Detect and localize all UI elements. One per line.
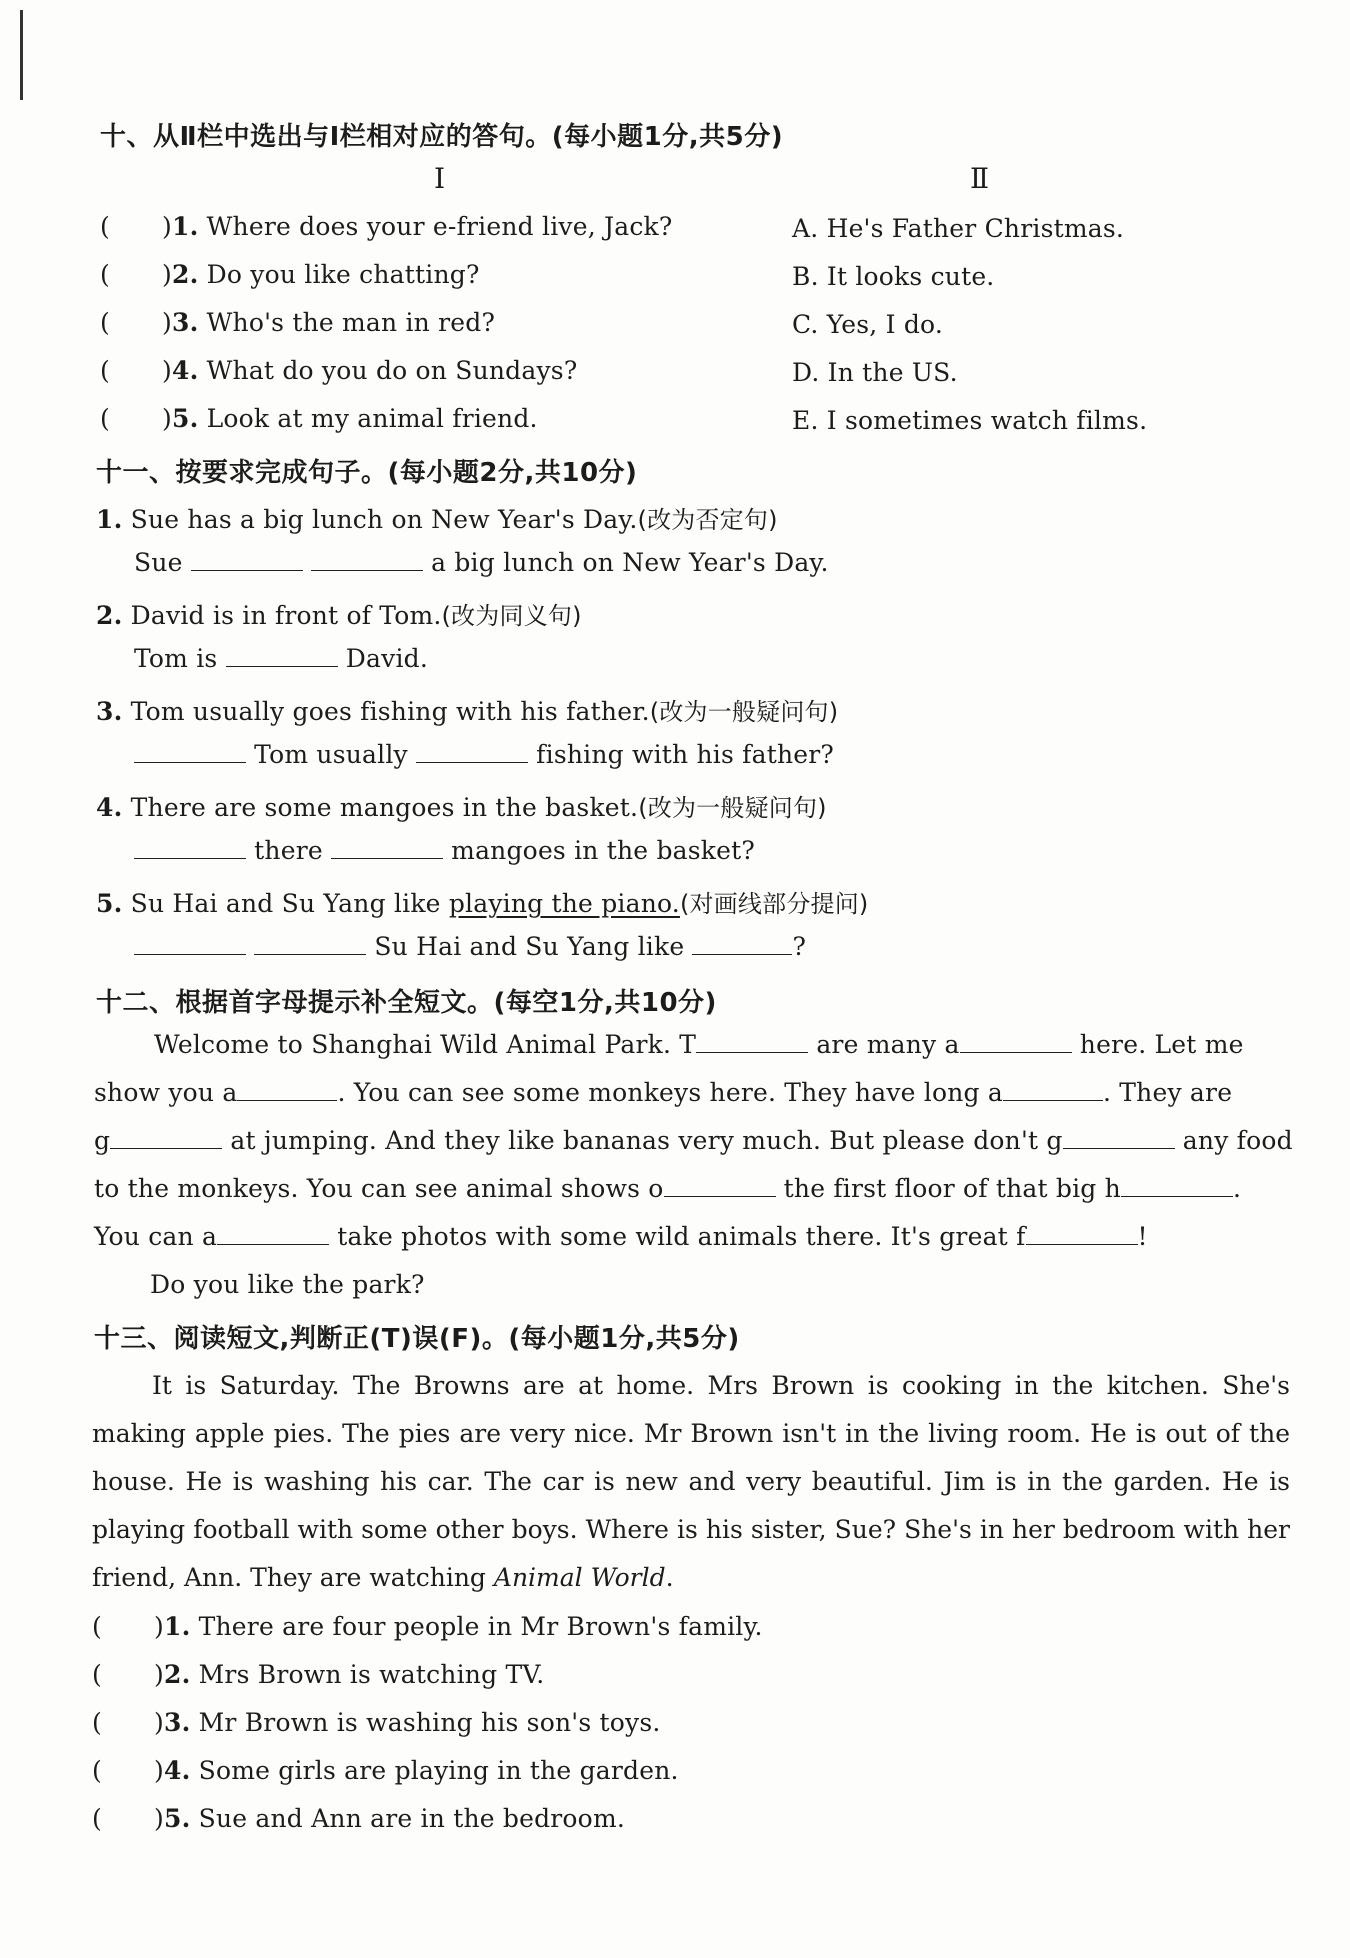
answer-paren-open[interactable]: ( bbox=[100, 356, 110, 385]
answer-paren-open[interactable]: ( bbox=[100, 260, 110, 289]
matching-question-4: ( )4. What do you do on Sundays? bbox=[100, 356, 578, 385]
section-10-title: 十、从Ⅱ栏中选出与Ⅰ栏相对应的答句。(每小题1分,共5分) bbox=[100, 122, 784, 152]
judge-question-5: ( )5. Sue and Ann are in the bedroom. bbox=[92, 1804, 625, 1833]
answer-paren-open[interactable]: ( bbox=[92, 1708, 102, 1737]
matching-answer-d: D. In the US. bbox=[792, 358, 958, 387]
sentence-task-1: 1. Sue has a big lunch on New Year's Day.(改为否定句) bbox=[96, 505, 778, 534]
cloze-blank[interactable] bbox=[1026, 1222, 1138, 1245]
cloze-blank[interactable] bbox=[1063, 1126, 1175, 1149]
sentence-answer-3: Tom usually fishing with his father? bbox=[134, 740, 834, 769]
matching-answer-c: C. Yes, I do. bbox=[792, 310, 943, 339]
matching-question-3: ( )3. Who's the man in red? bbox=[100, 308, 496, 337]
cloze-line-1: Welcome to Shanghai Wild Animal Park. T are many a here. Let me bbox=[154, 1030, 1244, 1059]
cloze-blank[interactable] bbox=[960, 1030, 1072, 1053]
judge-question-2: ( )2. Mrs Brown is watching TV. bbox=[92, 1660, 545, 1689]
section-11-title: 十一、按要求完成句子。(每小题2分,共10分) bbox=[96, 458, 638, 488]
judge-question-3: ( )3. Mr Brown is washing his son's toys. bbox=[92, 1708, 661, 1737]
matching-answer-b: B. It looks cute. bbox=[792, 262, 995, 291]
matching-question-5: ( )5. Look at my animal friend. bbox=[100, 404, 538, 433]
judge-question-1: ( )1. There are four people in Mr Brown's family. bbox=[92, 1612, 763, 1641]
cloze-line-4: to the monkeys. You can see animal shows o the first floor of that big h . bbox=[94, 1174, 1242, 1203]
matching-answer-e: E. I sometimes watch films. bbox=[792, 406, 1148, 435]
answer-blank[interactable] bbox=[134, 740, 246, 763]
cloze-line-3: g at jumping. And they like bananas very much. But please don't g any food bbox=[94, 1126, 1293, 1155]
cloze-line-2: show you a . You can see some monkeys here. They have long a . They are bbox=[94, 1078, 1233, 1107]
answer-paren-open[interactable]: ( bbox=[92, 1804, 102, 1833]
column-2-heading: Ⅱ bbox=[970, 162, 990, 195]
matching-question-1: ( )1. Where does your e-friend live, Jack? bbox=[100, 212, 673, 241]
answer-blank[interactable] bbox=[331, 836, 443, 859]
answer-blank[interactable] bbox=[416, 740, 528, 763]
sentence-answer-4: there mangoes in the basket? bbox=[134, 836, 755, 865]
answer-blank[interactable] bbox=[134, 932, 246, 955]
answer-blank[interactable] bbox=[191, 548, 303, 571]
sentence-answer-2: Tom is David. bbox=[134, 644, 428, 673]
answer-blank[interactable] bbox=[692, 932, 792, 955]
underlined-phrase: playing the piano. bbox=[448, 889, 680, 918]
sentence-task-4: 4. There are some mangoes in the basket.(改为一般疑问句) bbox=[96, 793, 827, 822]
answer-paren-open[interactable]: ( bbox=[92, 1660, 102, 1689]
cloze-blank[interactable] bbox=[1121, 1174, 1233, 1197]
section-12-title: 十二、根据首字母提示补全短文。(每空1分,共10分) bbox=[96, 988, 717, 1018]
cloze-blank[interactable] bbox=[110, 1126, 222, 1149]
answer-paren-open[interactable]: ( bbox=[100, 212, 110, 241]
cloze-closing: Do you like the park? bbox=[150, 1270, 425, 1299]
cloze-blank[interactable] bbox=[1003, 1078, 1103, 1101]
section-13-title: 十三、阅读短文,判断正(T)误(F)。(每小题1分,共5分) bbox=[94, 1324, 740, 1354]
answer-blank[interactable] bbox=[134, 836, 246, 859]
sentence-task-5: 5. Su Hai and Su Yang like playing the piano.(对画线部分提问) bbox=[96, 889, 869, 918]
reading-passage: It is Saturday. The Browns are at home. Mrs Brown is cooking in the kitchen. She's making apple pies. The pies are very nice. Mr Brown isn't in the living room. He is out of the house. He is washing his car. The car is new and very beautiful. Jim is in the garden. He is playing football with some other boys. Where is his sister, Sue? She's in her bedroom with her friend, Ann. They are watching Animal World. bbox=[92, 1371, 1290, 1592]
sentence-answer-1: Sue a big lunch on New Year's Day. bbox=[134, 548, 829, 577]
binding-line bbox=[20, 10, 23, 100]
answer-paren-open[interactable]: ( bbox=[100, 404, 110, 433]
answer-blank[interactable] bbox=[226, 644, 338, 667]
cloze-line-5: You can a take photos with some wild animals there. It's great f ! bbox=[94, 1222, 1148, 1251]
answer-paren-open[interactable]: ( bbox=[100, 308, 110, 337]
cloze-blank[interactable] bbox=[217, 1222, 329, 1245]
sentence-task-2: 2. David is in front of Tom.(改为同义句) bbox=[96, 601, 582, 630]
answer-paren-open[interactable]: ( bbox=[92, 1612, 102, 1641]
cloze-blank[interactable] bbox=[237, 1078, 337, 1101]
column-1-heading: Ⅰ bbox=[434, 162, 446, 195]
tv-show-title: Animal World bbox=[493, 1563, 666, 1592]
matching-answer-a: A. He's Father Christmas. bbox=[792, 214, 1125, 243]
judge-question-4: ( )4. Some girls are playing in the garden. bbox=[92, 1756, 679, 1785]
sentence-task-3: 3. Tom usually goes fishing with his father.(改为一般疑问句) bbox=[96, 697, 839, 726]
answer-blank[interactable] bbox=[254, 932, 366, 955]
answer-paren-open[interactable]: ( bbox=[92, 1756, 102, 1785]
cloze-blank[interactable] bbox=[664, 1174, 776, 1197]
sentence-answer-5: Su Hai and Su Yang like ? bbox=[134, 932, 806, 961]
matching-question-2: ( )2. Do you like chatting? bbox=[100, 260, 480, 289]
answer-blank[interactable] bbox=[311, 548, 423, 571]
cloze-blank[interactable] bbox=[696, 1030, 808, 1053]
